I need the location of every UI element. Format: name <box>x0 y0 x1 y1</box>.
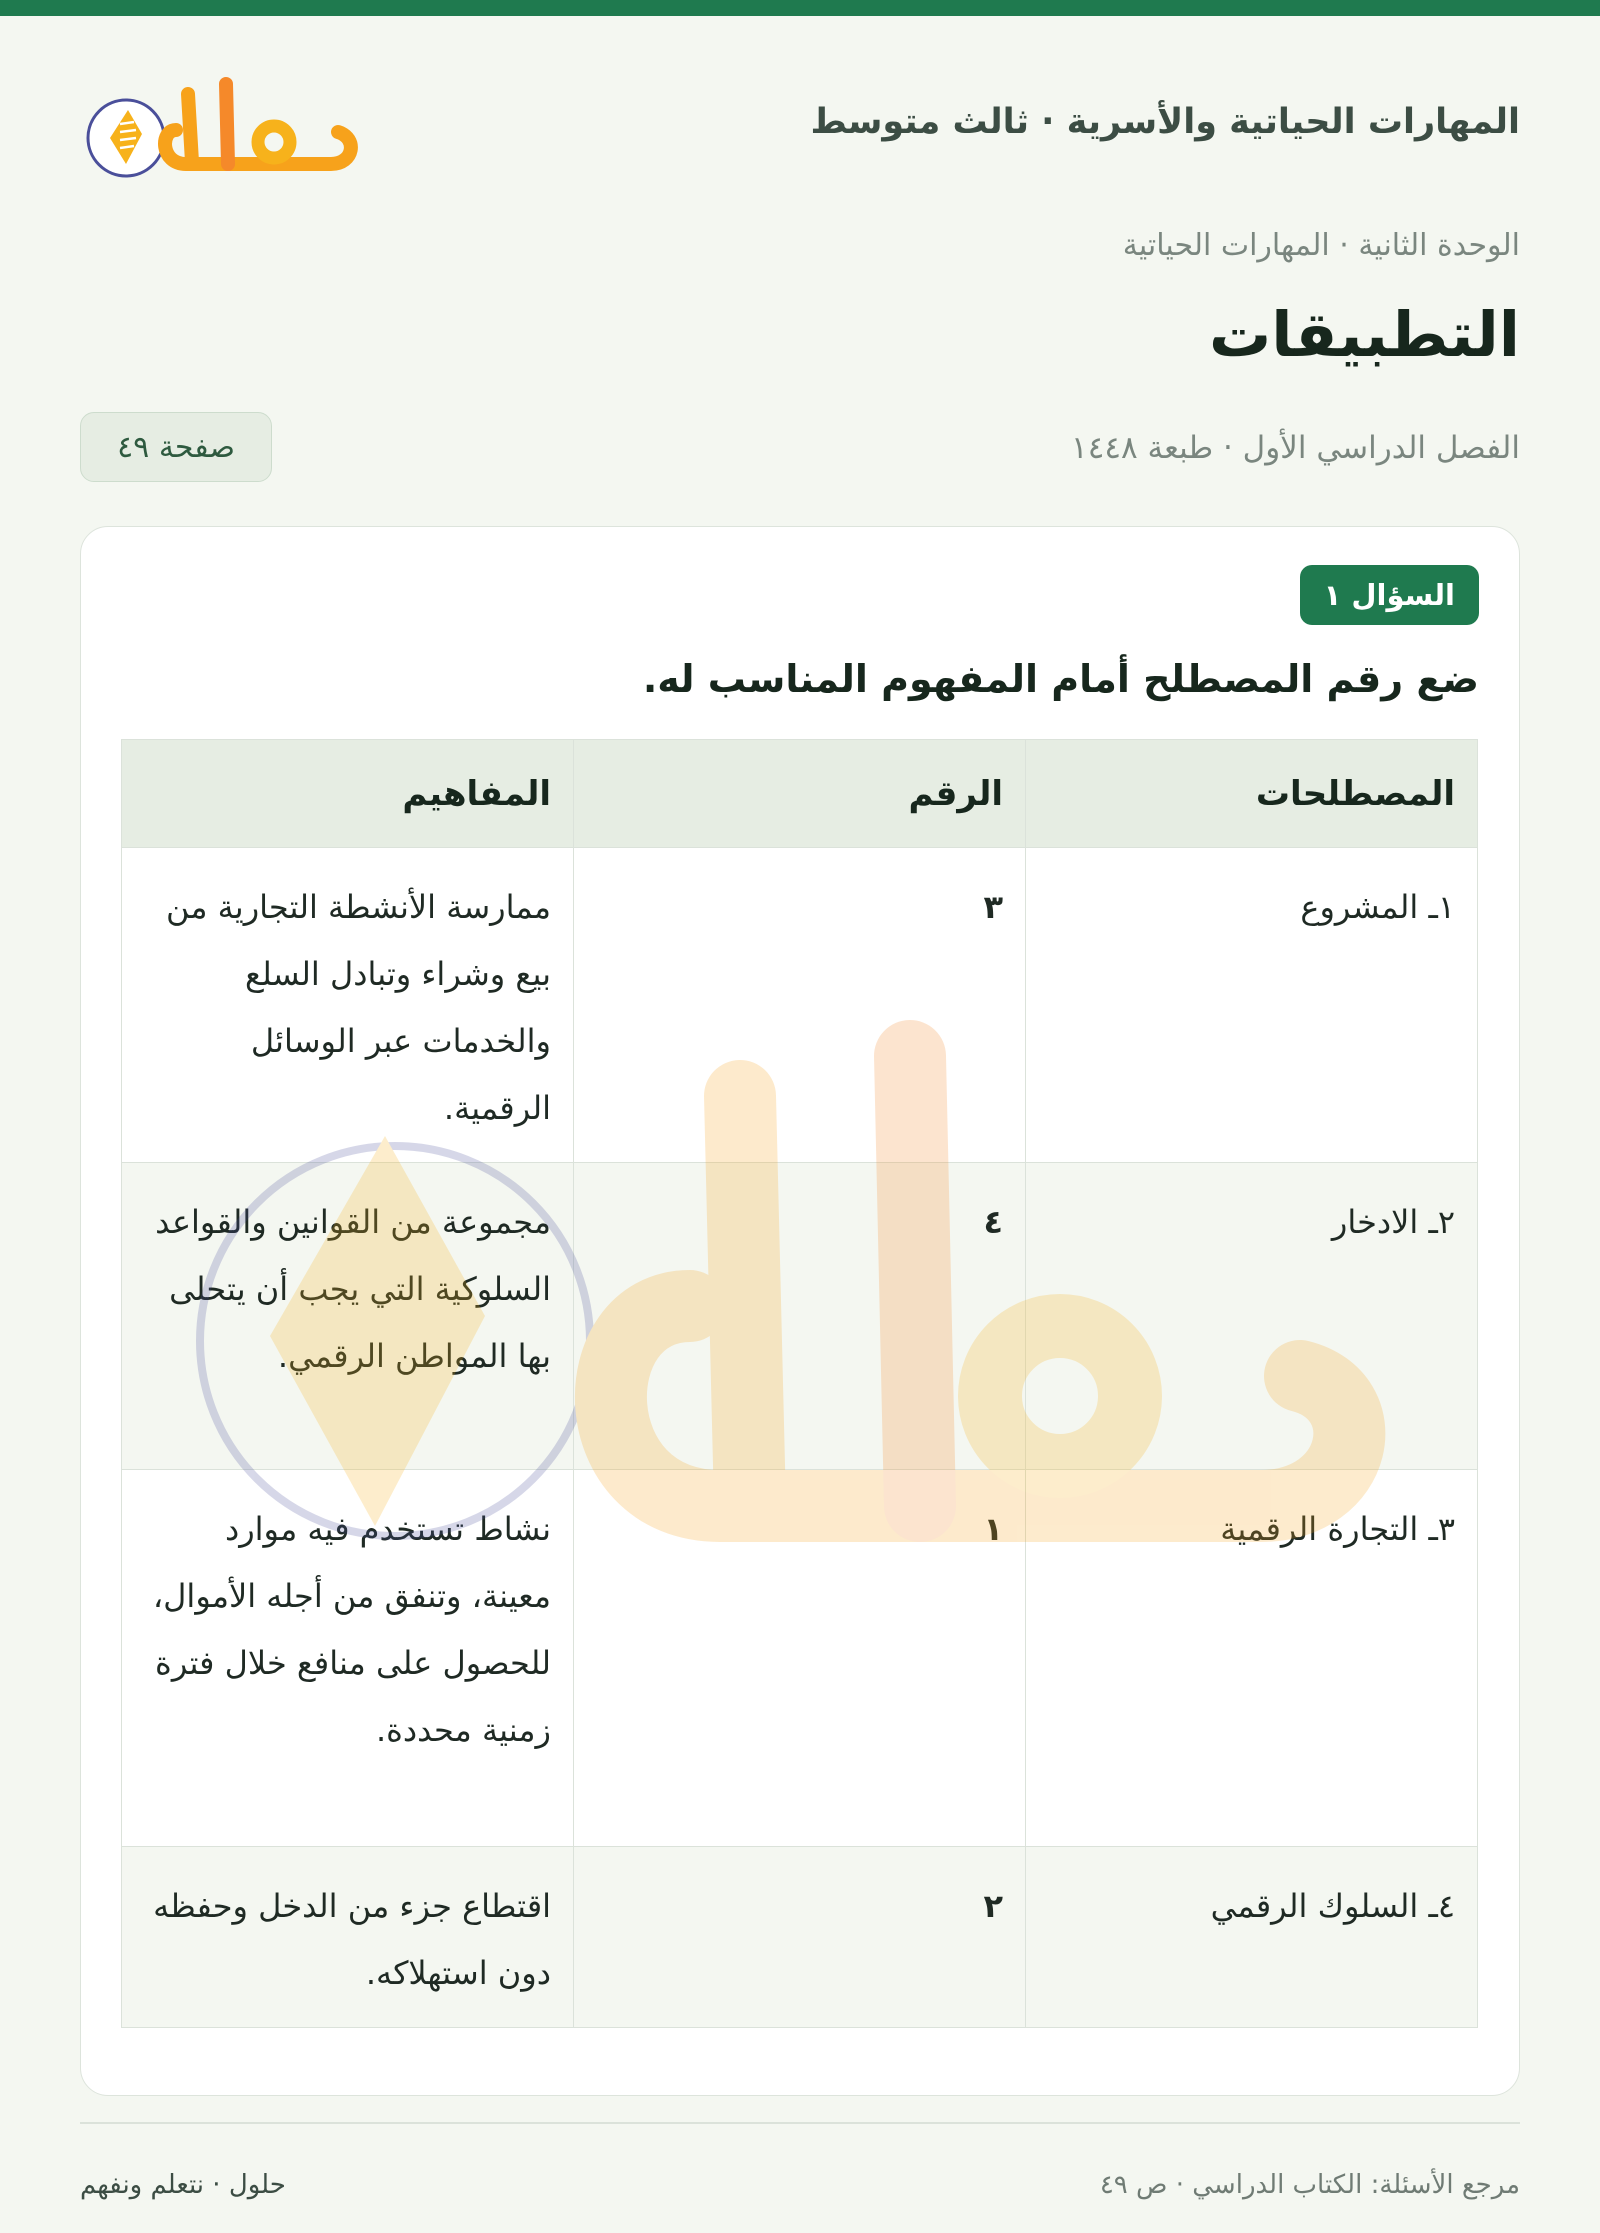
matching-table <box>121 739 1478 2028</box>
table-row <box>122 1470 1478 1847</box>
table-row <box>122 1847 1478 2028</box>
concept-cell: اقتطاع جزء من الدخل وحفظه دون استهلاكه. <box>122 1847 574 2028</box>
top-accent-bar <box>0 0 1600 16</box>
term-cell: ٤ـ السلوك الرقمي <box>1026 1847 1478 2028</box>
concept-cell: مجموعة من القوانين والقواعد السلوكية التي يجب أن يتحلى بها المواطن الرقمي. <box>122 1163 574 1470</box>
table-row <box>122 848 1478 1163</box>
footer-reference: مرجع الأسئلة: الكتاب الدراسي · ص ٤٩ <box>1099 2170 1520 2200</box>
footer-divider <box>80 2122 1520 2124</box>
semester-edition: الفصل الدراسي الأول · طبعة ١٤٤٨ <box>1071 430 1520 466</box>
term-cell: ٢ـ الادخار <box>1026 1163 1478 1470</box>
answer-number-cell: ٣ <box>574 848 1026 1163</box>
page-title: التطبيقات <box>1208 298 1520 371</box>
page-number-badge: صفحة ٤٩ <box>80 412 272 482</box>
question-instruction: ضع رقم المصطلح أمام المفهوم المناسب له. <box>642 657 1479 701</box>
concept-cell: ممارسة الأنشطة التجارية من بيع وشراء وتبادل السلع والخدمات عبر الوسائل الرقمية. <box>122 848 574 1163</box>
hulul-logo[interactable] <box>76 49 376 194</box>
question-card <box>80 526 1520 2096</box>
table-row <box>122 1163 1478 1470</box>
logo-text: حلول <box>76 49 112 68</box>
term-cell: ١ـ المشروع <box>1026 848 1478 1163</box>
unit-breadcrumb: الوحدة الثانية · المهارات الحياتية <box>1122 228 1520 263</box>
question-badge: السؤال ١ <box>1300 565 1479 625</box>
table-header-row <box>122 740 1478 848</box>
course-title: المهارات الحياتية والأسرية · ثالث متوسط <box>810 102 1520 142</box>
page <box>0 16 1600 2233</box>
answer-number-cell: ١ <box>574 1470 1026 1847</box>
term-cell: ٣ـ التجارة الرقمية <box>1026 1470 1478 1847</box>
footer-brand[interactable]: حلول · نتعلم ونفهم <box>80 2170 286 2200</box>
header-concepts: المفاهيم <box>122 740 574 848</box>
answer-number-cell: ٤ <box>574 1163 1026 1470</box>
header-number: الرقم <box>574 740 1026 848</box>
header-terms: المصطلحات <box>1026 740 1478 848</box>
answer-number-cell: ٢ <box>574 1847 1026 2028</box>
concept-cell: نشاط تستخدم فيه موارد معينة، وتنفق من أجله الأموال، للحصول على منافع خلال فترة زمنية محددة. <box>122 1470 574 1847</box>
